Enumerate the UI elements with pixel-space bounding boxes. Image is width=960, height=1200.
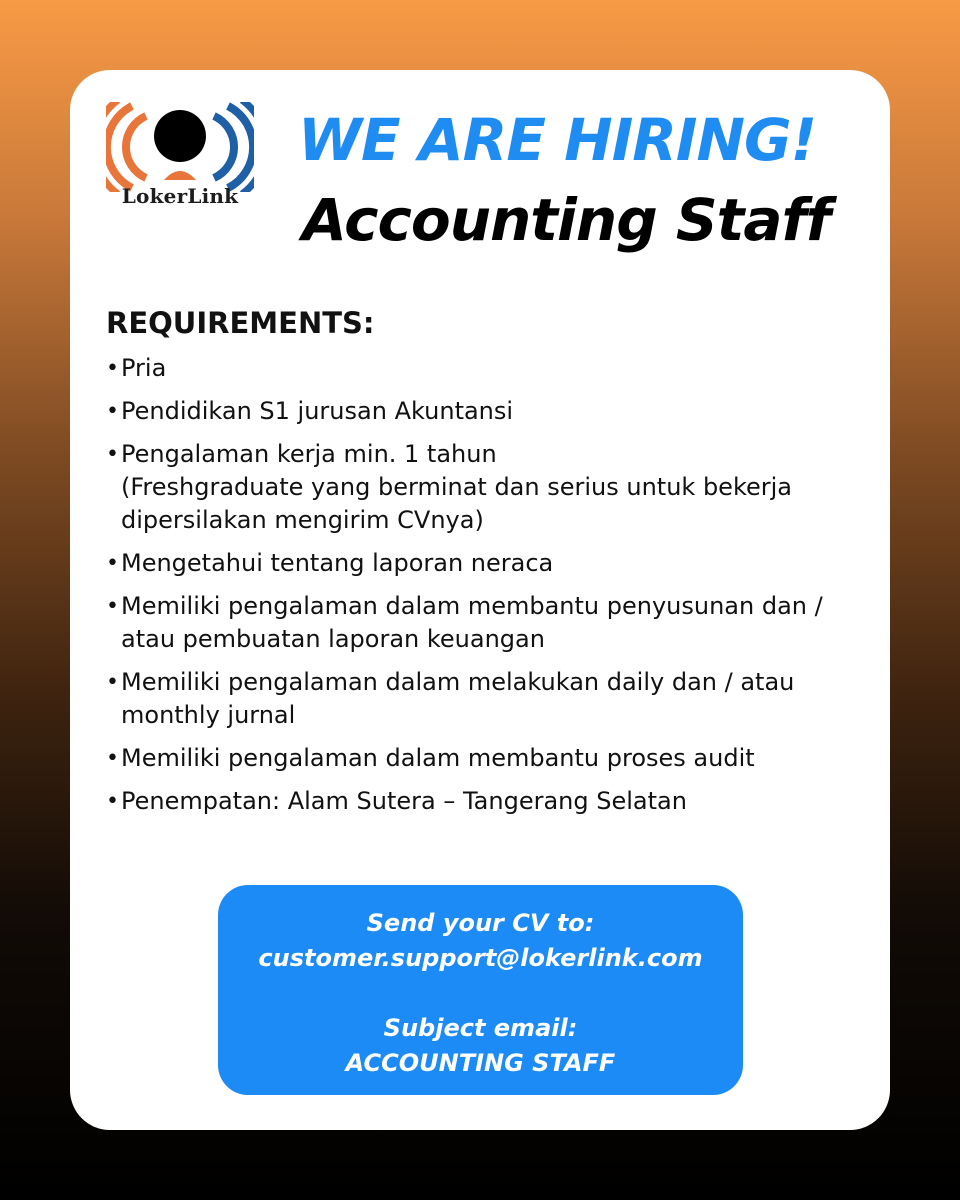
bullet-icon: • (106, 399, 119, 424)
requirement-item (106, 547, 836, 580)
contact-box (218, 885, 743, 1095)
requirement-text: atau pembuatan laporan keuangan (121, 625, 545, 653)
logo-text: LokerLink (121, 184, 239, 208)
contact-email[interactable]: customer.support@lokerlink.com (258, 944, 703, 972)
requirement-item (106, 785, 836, 818)
requirement-item (106, 352, 836, 385)
subject-value: ACCOUNTING STAFF (345, 1049, 616, 1077)
hiring-card (70, 70, 890, 1130)
requirement-text: Memiliki pengalaman dalam membantu proses audit (121, 744, 755, 772)
requirement-text: Memiliki pengalaman dalam membantu penyusunan dan / (121, 592, 823, 620)
requirement-text: Memiliki pengalaman dalam melakukan daily dan / atau (121, 668, 795, 696)
requirements-heading: REQUIREMENTS: (106, 306, 375, 340)
requirement-item (106, 438, 836, 537)
bullet-icon: • (106, 670, 119, 695)
bullet-icon: • (106, 746, 119, 771)
subject-label: Subject email: (383, 1014, 578, 1042)
requirement-item (106, 395, 836, 428)
lokerlink-logo (106, 102, 254, 214)
requirement-item (106, 590, 836, 656)
job-title: Accounting Staff (302, 186, 831, 254)
requirement-item (106, 666, 836, 732)
requirement-text: Penempatan: Alam Sutera – Tangerang Selatan (121, 787, 687, 815)
requirement-text: Pengalaman kerja min. 1 tahun (121, 440, 497, 468)
headline: WE ARE HIRING! (298, 106, 817, 174)
bullet-icon: • (106, 551, 119, 576)
requirement-text: Pria (121, 354, 167, 382)
requirement-text: dipersilakan mengirim CVnya) (121, 506, 484, 534)
requirement-text: monthly jurnal (121, 701, 296, 729)
bullet-icon: • (106, 442, 119, 467)
bullet-icon: • (106, 789, 119, 814)
bullet-icon: • (106, 356, 119, 381)
requirement-text: (Freshgraduate yang berminat dan serius untuk bekerja (121, 473, 792, 501)
send-cv-label: Send your CV to: (366, 909, 595, 937)
requirement-item (106, 742, 836, 775)
requirements-list (106, 352, 836, 828)
bullet-icon: • (106, 594, 119, 619)
contact-spacer (218, 976, 743, 1011)
logo-mark-icon (106, 102, 254, 192)
requirement-text: Pendidikan S1 jurusan Akuntansi (121, 397, 514, 425)
requirement-text: Mengetahui tentang laporan neraca (121, 549, 554, 577)
